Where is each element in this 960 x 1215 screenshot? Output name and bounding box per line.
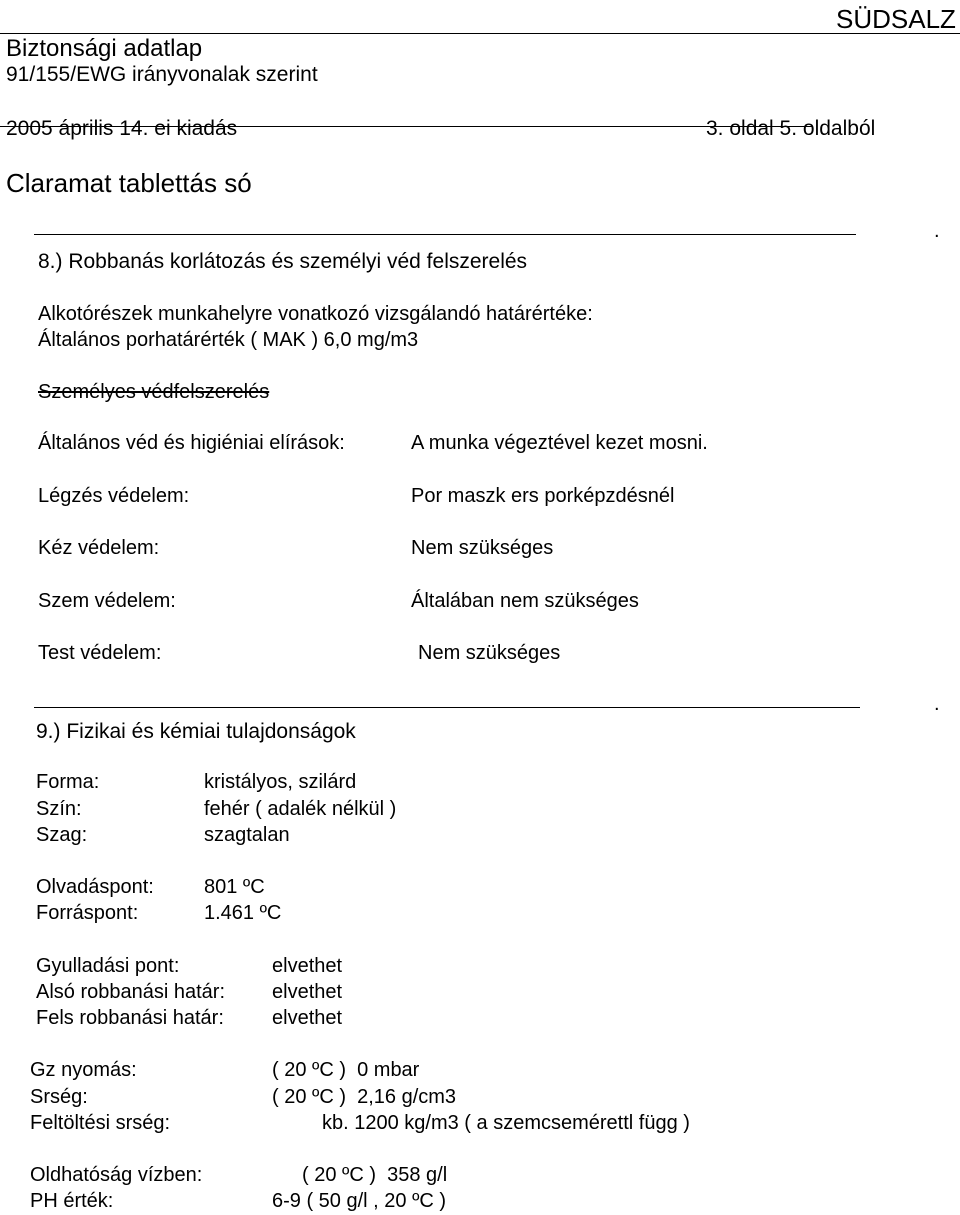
property-value: 6-9 ( 50 g/l , 20 ºC ) [272,1190,447,1212]
property-label: Feltöltési srség: [30,1112,171,1134]
property-label: Oldhatóság vízben: [30,1164,203,1186]
ppe-value: Nem szükséges [418,642,561,664]
property-label: Szín: [36,798,82,820]
property-value: kristályos, szilárd [204,771,357,793]
property-value: kb. 1200 kg/m3 ( a szemcsemérettl függ ) [322,1112,690,1134]
separator-mark: . [934,220,940,242]
property-label: Alsó robbanási határ: [36,981,226,1003]
product-name: Claramat tablettás só [6,168,252,198]
property-label: Gz nyomás: [30,1059,137,1081]
property-value: ( 20 ºC ) 2,16 g/cm3 [272,1086,457,1108]
company-brand: SÜDSALZ [836,4,956,34]
ppe-value: Por maszk ers porképzdésnél [411,485,675,507]
property-label: Fels robbanási határ: [36,1007,224,1029]
property-value: szagtalan [204,824,290,846]
property-value: ( 20 ºC ) 0 mbar [272,1059,420,1081]
section-9-heading: 9.) Fizikai és kémiai tulajdonságok [36,720,356,743]
edition-rule [0,126,812,127]
property-value: elvethet [272,981,343,1003]
property-label: Szag: [36,824,88,846]
property-value: ( 20 ºC ) 358 g/l [302,1164,448,1186]
ppe-label: Légzés védelem: [38,485,190,507]
section-8-heading: 8.) Robbanás korlátozás és személyi véd felszerelés [38,250,528,273]
document-title: Biztonsági adatlap [6,35,203,62]
document-subtitle: 91/155/EWG irányvonalak szerint [6,63,318,86]
ppe-label: Test védelem: [38,642,162,664]
limit-value: Általános porhatárérték ( MAK ) 6,0 mg/m3 [38,329,419,351]
property-label: Forráspont: [36,902,139,924]
property-value: fehér ( adalék nélkül ) [204,798,397,820]
limit-intro: Alkotórészek munkahelyre vonatkozó vizsgálandó határértéke: [38,303,593,325]
property-value: elvethet [272,1007,343,1029]
ppe-label: Általános véd és higiéniai elírások: [38,432,345,454]
property-label: Forma: [36,771,100,793]
edition-date: 2005 április 14. ei kiadás [6,117,238,140]
property-value: 801 ºC [204,876,265,898]
page-info: 3. oldal 5. oldalból [706,117,876,140]
section-separator-9 [34,707,860,708]
property-label: PH érték: [30,1190,114,1212]
ppe-value: Általában nem szükséges [411,590,639,612]
property-label: Olvadáspont: [36,876,154,898]
property-value: 1.461 ºC [204,902,282,924]
separator-mark: . [934,693,940,715]
ppe-value: Nem szükséges [411,537,554,559]
header-rule [0,33,960,34]
property-value: elvethet [272,955,343,977]
property-label: Gyulladási pont: [36,955,180,977]
ppe-value: A munka végeztével kezet mosni. [411,432,708,454]
ppe-heading: Személyes védfelszerelés [38,381,270,403]
property-label: Srség: [30,1086,88,1108]
ppe-label: Szem védelem: [38,590,176,612]
section-separator-8 [34,234,856,235]
ppe-label: Kéz védelem: [38,537,160,559]
